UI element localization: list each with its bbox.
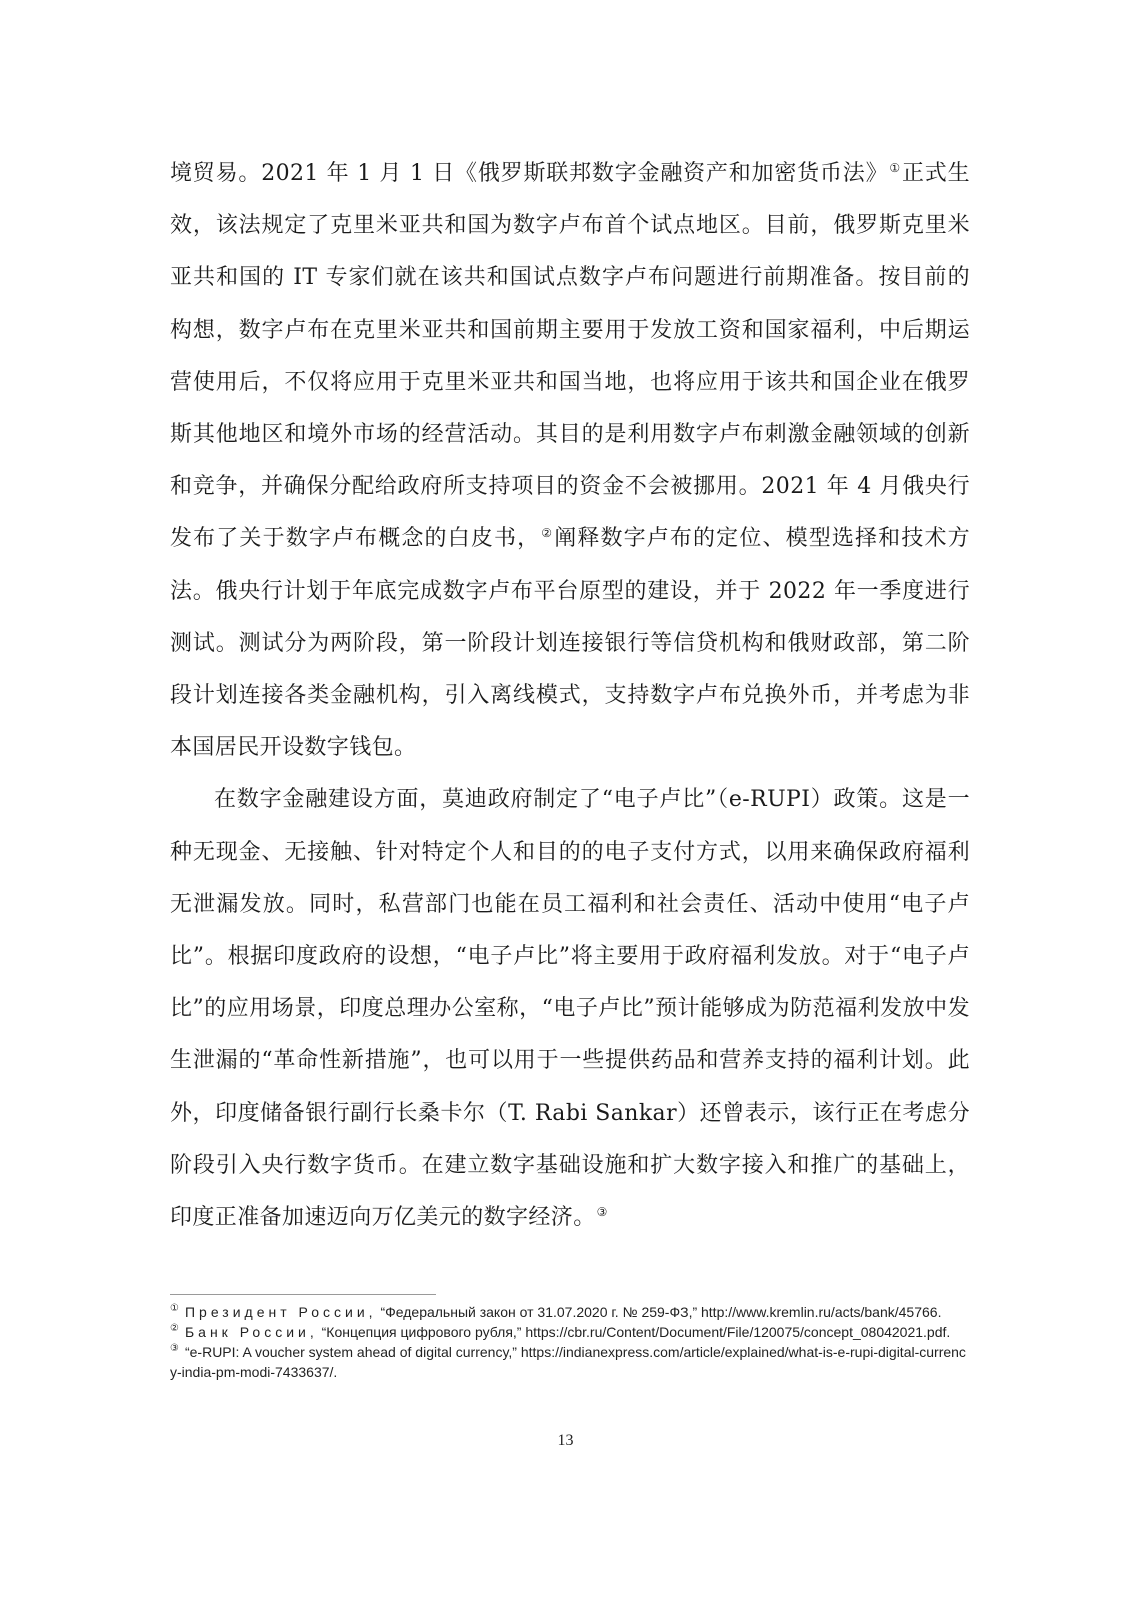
footnotes <box>170 1302 970 1382</box>
footnote-lead: Банк России, <box>184 1324 318 1340</box>
footnote-separator <box>170 1294 436 1295</box>
footnote <box>170 1322 970 1342</box>
page-number: 13 <box>557 1432 574 1449</box>
footnote-ref-mark[interactable]: ② <box>541 526 554 541</box>
footnote-mark: ③ <box>170 1343 179 1355</box>
paragraph <box>170 148 970 774</box>
paragraph-text: 境贸易。2021 年 1 月 1 日《俄罗斯联邦数字金融资产和加密货币法》 <box>170 161 889 186</box>
paragraph <box>170 774 970 1244</box>
paragraph-text: 在数字金融建设方面，莫迪政府制定了“电子卢比”（e-RUPI）政策。这是一种无现金、无接触、针对特定个人和目的的电子支付方式，以用来确保政府福利无泄漏发放。同时，私营部门也能在员工福利和社会责任、活动中使用“电子卢比”。根据印度政府的设想，“电子卢比”将主要用于政府福利发放。对于“电子卢比”的应用场景，印度总理办公室称，“电子卢比”预计能够成为防范福利发放中发生泄漏的“革命性新措施”，也可以用于一些提供药品和营养支持的福利计划。此外，印度储备银行副行长桑卡尔（T. Rabi Sankar）还曾表示，该行正在考虑分阶段引入央行数字货币。在建立数字基础设施和扩大数字接入和推广的基础上，印度正准备加速迈向万亿美元的数字经济。 <box>170 787 970 1231</box>
footnote-mark: ② <box>170 1323 179 1335</box>
footnote-text[interactable]: “e-RUPI: A voucher system ahead of digital currency,” https://indianexpress.com/article/explained/what-is-e-rupi-digital-currency-india-pm-modi-7433637/. <box>170 1344 966 1380</box>
footnote-mark: ① <box>170 1303 179 1315</box>
body-text <box>170 148 970 1244</box>
footnote-lead: Президент России, <box>184 1304 377 1320</box>
footnote <box>170 1302 970 1322</box>
paragraph-text: 正式生效，该法规定了克里米亚共和国为数字卢布首个试点地区。目前，俄罗斯克里米亚共和国的 IT 专家们就在该共和国试点数字卢布问题进行前期准备。按目前的构想，数字卢布在克里米亚共和国前期主要用于发放工资和国家福利，中后期运营使用后，不仅将应用于克里米亚共和国当地，也将应用于该共和国企业在俄罗斯其他地区和境外市场的经营活动。其目的是利用数字卢布刺激金融领域的创新和竞争，并确保分配给政府所支持项目的资金不会被挪用。2021 年 4 月俄央行发布了关于数字卢布概念的白皮书， <box>170 161 971 552</box>
footnote-text[interactable]: “Концепция цифрового рубля,” https://cbr.ru/Content/Document/File/120075/concept_08042021.pdf. <box>317 1324 951 1340</box>
footnote <box>170 1342 970 1382</box>
footnote-ref-mark[interactable]: ① <box>889 160 901 175</box>
paragraph-text: 阐释数字卢布的定位、模型选择和技术方法。俄央行计划于年底完成数字卢布平台原型的建设，并于 2022 年一季度进行测试。测试分为两阶段，第一阶段计划连接银行等信贷机构和俄财政部，第二阶段计划连接各类金融机构，引入离线模式，支持数字卢布兑换外币，并考虑为非本国居民开设数字钱包。 <box>170 526 970 761</box>
footnote-text[interactable]: “Федеральный закон от 31.07.2020 г. № 259-ФЗ,” http://www.kremlin.ru/acts/bank/45766. <box>376 1304 942 1320</box>
footnote-ref-mark[interactable]: ③ <box>596 1204 608 1219</box>
